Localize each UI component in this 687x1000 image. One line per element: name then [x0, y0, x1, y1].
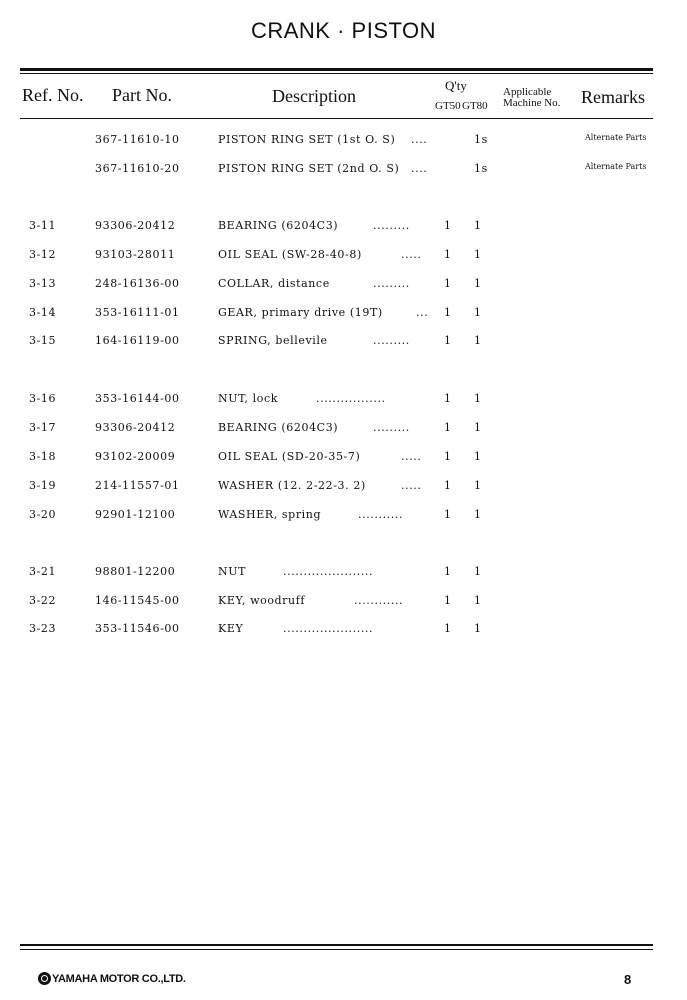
qty-gt80-cell: 1s: [474, 133, 488, 146]
leader-dots: .........: [373, 421, 410, 434]
header-remarks: Remarks: [581, 87, 645, 107]
leader-dots: .....: [401, 450, 422, 463]
qty-gt50-cell: 1: [444, 392, 452, 405]
description-cell: KEY, woodruff: [218, 594, 306, 607]
description-cell: BEARING (6204C3): [218, 421, 339, 434]
qty-gt80-cell: 1: [474, 565, 482, 578]
leader-dots: ............: [354, 594, 404, 607]
description-cell: PISTON RING SET (2nd O. S): [218, 162, 400, 175]
description-cell: BEARING (6204C3): [218, 219, 339, 232]
part-no-cell: 98801-12200: [95, 565, 176, 578]
table-row: [0, 479, 687, 499]
ref-no-cell: 3-18: [29, 450, 57, 463]
description-cell: OIL SEAL (SW-28-40-8): [218, 248, 362, 261]
description-cell: GEAR, primary drive (19T): [218, 306, 383, 319]
leader-dots: .................: [316, 392, 386, 405]
ref-no-cell: 3-23: [29, 622, 57, 635]
leader-dots: ......................: [283, 622, 374, 635]
qty-gt80-cell: 1: [474, 421, 482, 434]
leader-dots: ...........: [358, 508, 404, 521]
part-no-cell: 353-16144-00: [95, 392, 180, 405]
ref-no-cell: 3-13: [29, 277, 57, 290]
part-no-cell: 214-11557-01: [95, 479, 180, 492]
table-row: [0, 277, 687, 297]
qty-gt50-cell: 1: [444, 306, 452, 319]
leader-dots: .........: [373, 334, 410, 347]
qty-gt50-cell: 1: [444, 248, 452, 261]
header-gt80: GT80: [462, 100, 488, 112]
qty-gt80-cell: 1: [474, 508, 482, 521]
remarks-cell: Alternate Parts: [585, 133, 647, 142]
remarks-cell: Alternate Parts: [585, 162, 647, 171]
footer-rule: [20, 944, 653, 946]
part-no-cell: 353-16111-01: [95, 306, 180, 319]
description-cell: NUT, lock: [218, 392, 278, 405]
table-row: [0, 508, 687, 528]
table-row: [0, 450, 687, 470]
leader-dots: .....: [401, 248, 422, 261]
table-row: [0, 392, 687, 412]
qty-gt80-cell: 1: [474, 277, 482, 290]
qty-gt50-cell: 1: [444, 622, 452, 635]
leader-dots: ......................: [283, 565, 374, 578]
header-qty: Q'ty: [445, 78, 467, 93]
part-no-cell: 146-11545-00: [95, 594, 180, 607]
ref-no-cell: 3-15: [29, 334, 57, 347]
table-row: [0, 421, 687, 441]
leader-dots: ...: [416, 306, 429, 319]
yamaha-emblem-icon: [38, 972, 51, 985]
ref-no-cell: 3-11: [29, 219, 57, 232]
table-row: [0, 219, 687, 239]
part-no-cell: 93102-20009: [95, 450, 176, 463]
table-row: [0, 594, 687, 614]
qty-gt80-cell: 1: [474, 479, 482, 492]
qty-gt80-cell: 1: [474, 594, 482, 607]
qty-gt80-cell: 1: [474, 334, 482, 347]
footer-rule-thin: [20, 949, 653, 950]
qty-gt80-cell: 1s: [474, 162, 488, 175]
qty-gt50-cell: 1: [444, 508, 452, 521]
qty-gt50-cell: 1: [444, 479, 452, 492]
ref-no-cell: 3-21: [29, 565, 57, 578]
qty-gt80-cell: 1: [474, 450, 482, 463]
description-cell: SPRING, bellevile: [218, 334, 328, 347]
header-gt50: GT50: [435, 100, 461, 112]
header-part-no: Part No.: [112, 85, 172, 105]
part-no-cell: 93103-28011: [95, 248, 176, 261]
description-cell: PISTON RING SET (1st O. S): [218, 133, 396, 146]
leader-dots: .........: [373, 277, 410, 290]
qty-gt80-cell: 1: [474, 219, 482, 232]
part-no-cell: 93306-20412: [95, 421, 176, 434]
header-description: Description: [272, 86, 356, 106]
qty-gt50-cell: 1: [444, 594, 452, 607]
leader-dots: ....: [411, 162, 428, 175]
qty-gt50-cell: 1: [444, 421, 452, 434]
ref-no-cell: 3-20: [29, 508, 57, 521]
description-cell: WASHER (12. 2-22-3. 2): [218, 479, 366, 492]
part-no-cell: 367-11610-20: [95, 162, 180, 175]
table-row: [0, 622, 687, 642]
table-row: [0, 133, 687, 153]
leader-dots: .....: [401, 479, 422, 492]
table-row: [0, 162, 687, 182]
ref-no-cell: 3-12: [29, 248, 57, 261]
page-number: 8: [624, 972, 632, 987]
description-cell: KEY: [218, 622, 244, 635]
header-ref-no: Ref. No.: [22, 85, 84, 105]
ref-no-cell: 3-16: [29, 392, 57, 405]
part-no-cell: 93306-20412: [95, 219, 176, 232]
part-no-cell: 367-11610-10: [95, 133, 180, 146]
header-top-rule-thin: [20, 73, 653, 74]
qty-gt50-cell: 1: [444, 565, 452, 578]
qty-gt50-cell: 1: [444, 219, 452, 232]
company-logo: [38, 972, 186, 985]
qty-gt80-cell: 1: [474, 248, 482, 261]
leader-dots: ....: [411, 133, 428, 146]
table-row: [0, 334, 687, 354]
part-no-cell: 92901-12100: [95, 508, 176, 521]
table-row: [0, 306, 687, 326]
table-row: [0, 565, 687, 585]
header-bottom-rule: [20, 118, 653, 119]
page-title: CRANK · PISTON: [250, 18, 437, 43]
header-machine-no: Machine No.: [503, 97, 561, 109]
part-no-cell: 248-16136-00: [95, 277, 180, 290]
part-no-cell: 164-16119-00: [95, 334, 180, 347]
qty-gt50-cell: 1: [444, 450, 452, 463]
ref-no-cell: 3-22: [29, 594, 57, 607]
company-name: YAMAHA MOTOR CO.,LTD.: [52, 972, 186, 985]
qty-gt80-cell: 1: [474, 622, 482, 635]
description-cell: COLLAR, distance: [218, 277, 330, 290]
description-cell: OIL SEAL (SD-20-35-7): [218, 450, 361, 463]
table-row: [0, 248, 687, 268]
qty-gt80-cell: 1: [474, 392, 482, 405]
qty-gt50-cell: 1: [444, 277, 452, 290]
part-no-cell: 353-11546-00: [95, 622, 180, 635]
header-applicable: Applicable: [503, 86, 552, 98]
leader-dots: .........: [373, 219, 410, 232]
qty-gt50-cell: 1: [444, 334, 452, 347]
qty-gt80-cell: 1: [474, 306, 482, 319]
description-cell: NUT: [218, 565, 247, 578]
description-cell: WASHER, spring: [218, 508, 322, 521]
ref-no-cell: 3-17: [29, 421, 57, 434]
ref-no-cell: 3-19: [29, 479, 57, 492]
header-top-rule: [20, 68, 653, 71]
ref-no-cell: 3-14: [29, 306, 57, 319]
